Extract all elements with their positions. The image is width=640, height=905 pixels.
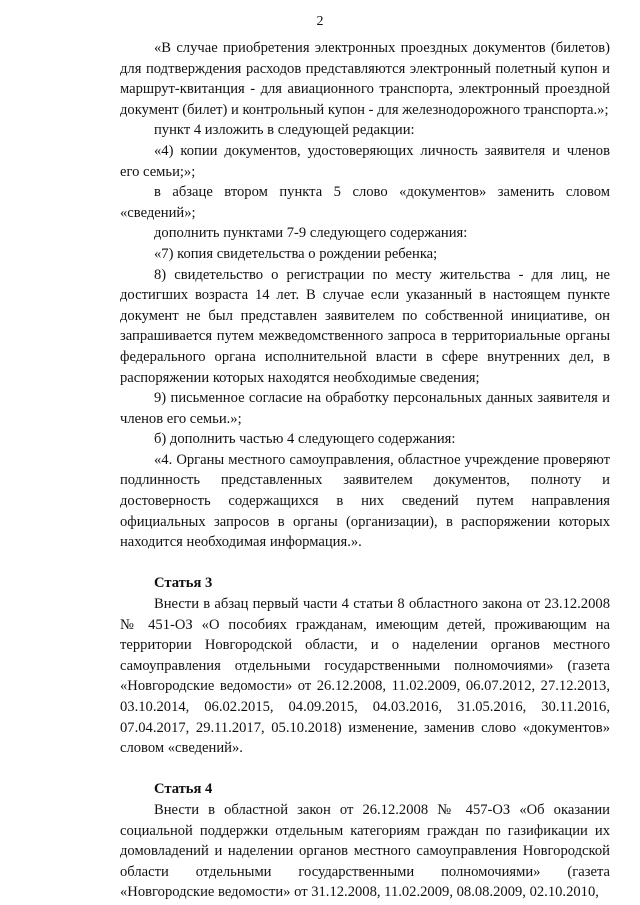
paragraph-point-7: «7) копия свидетельства о рождении ребенка; [154,245,438,262]
page-number: 2 [316,14,324,29]
paragraph-points-7-9-intro: дополнить пунктами 7-9 следующего содержания: [154,225,468,242]
paragraph-part-4-text: «4. Органы местного самоуправления, областное учреждение проверяют подлинность представленных заявителем документов, полноту и достоверность содержащихся в них сведений путем направления официальных запросов в органы (организации), в распоряжении которых находится необходимая информация.». [120,451,610,551]
document-body [120,38,610,903]
paragraph-point-4-intro: пункт 4 изложить в следующей редакции: [154,122,415,139]
paragraph-point-5-change: в абзаце втором пункта 5 слово «документов» заменить словом «сведений»; [120,184,610,221]
paragraph-point-9: 9) письменное согласие на обработку персональных данных заявителя и членов его семьи.»; [120,390,610,427]
article-3-heading: Статья 3 [154,575,213,592]
paragraph-part-4-intro: б) дополнить частью 4 следующего содержания: [154,431,456,448]
paragraph-point-4-text: «4) копии документов, удостоверяющих личность заявителя и членов его семьи;»; [120,142,610,180]
paragraph-electronic-tickets: «В случае приобретения электронных проездных документов (билетов) для подтверждения расходов представляются электронный полетный купон и маршрут-квитанция - для авиационного транспорта, электронный проездной документ (билет) и контрольный купон - для железнодорожного транспорта.»; [120,40,610,118]
article-4-text: Внести в областной закон от 26.12.2008 № 457-ОЗ «Об оказании социальной поддержки отдельным категориям граждан по газификации их домовладений и наделении органов местного самоуправления Новгородской области отдельными государственными полномочиями» (газета «Новгородские ведомости» от 31.12.2008, 11.02.2009, 08.08.2009, 02.10.2010, [120,801,610,901]
article-4-heading: Статья 4 [154,781,213,798]
paragraph-point-8: 8) свидетельство о регистрации по месту жительства - для лиц, не достигших возраста 14 лет. В случае если указанный в настоящем пункте документ не был представлен заявителем по собственной инициативе, он запрашивается путем межведомственного запроса в территориальные органы федерального органа исполнительной власти в сфере внутренних дел, в распоряжении которых находятся необходимые сведения; [120,266,610,386]
article-3-text: Внести в абзац первый части 4 статьи 8 областного закона от 23.12.2008 № 451-ОЗ «О пособиях гражданам, имеющим детей, проживающим на территории Новгородской области, и о наделении органов местного самоуправления отдельными государственными полномочиями» (газета «Новгородские ведомости» от 26.12.2008, 11.02.2009, 06.07.2012, 27.12.2013, 03.10.2014, 06.02.2015, 04.09.2015, 04.03.2016, 31.05.2016, 30.11.2016, 07.04.2017, 29.11.2017, 05.10.2018) изменение, заменив слово «документов» словом «сведений». [120,596,610,757]
